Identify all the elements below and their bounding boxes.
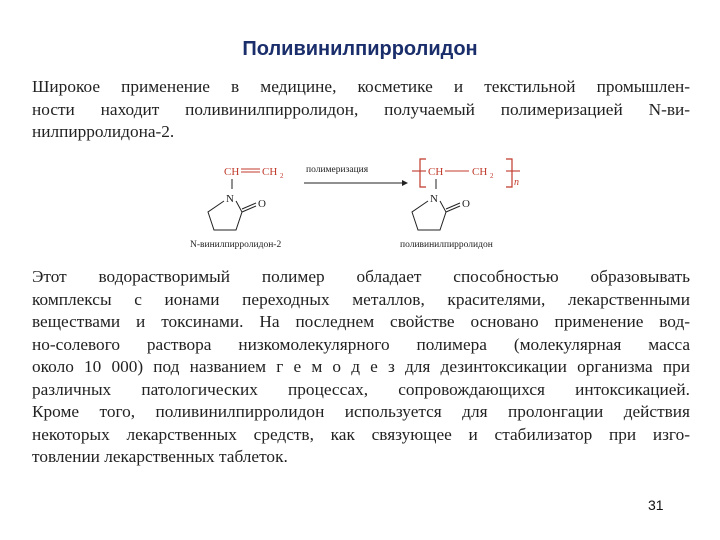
bracket-right: [506, 159, 512, 187]
text-line: около 10 000) под названием г е м о д е з для дезинтоксикации организма при: [32, 357, 690, 376]
product-subscript: 2: [490, 172, 494, 180]
polymerization-scheme: [180, 146, 560, 258]
reactant-label: N-винилпирролидон-2: [190, 240, 282, 250]
text-line: но-солевого раствора низкомолекулярного полимера (молекулярная масса: [32, 334, 690, 354]
bracket-left: [420, 159, 426, 187]
carbonyl-bond: [446, 203, 460, 209]
text-line: Широкое применение в медицине, косметике и текстильной промышлен-: [32, 77, 690, 96]
ring-nitrogen: N: [226, 193, 234, 205]
text-line: ности находит поливинилпирролидон, получаемый полимеризацией N-ви-: [32, 99, 690, 119]
text-line: товлении лекарственных таблеток.: [32, 447, 288, 466]
product-ch2: CH: [472, 166, 488, 178]
text-line: Кроме того, поливинилпирролидон используется для пролонгации действия: [32, 402, 690, 421]
reactant-ch2: CH: [262, 166, 278, 178]
product-ch: CH: [428, 166, 444, 178]
text-line: веществами и токсинами. На последнем свойстве основано применение вод-: [32, 312, 690, 331]
paragraph-intro: [32, 76, 690, 144]
arrow-label: полимеризация: [306, 165, 369, 175]
text-line: нилпирролидона-2.: [32, 122, 175, 141]
text-line: комплексы с ионами переходных металлов, красителями, лекарственными: [32, 289, 690, 309]
text-line: Этот водорастворимый полимер обладает способностью образовывать: [32, 267, 690, 286]
page-number: 31: [648, 497, 664, 513]
ring-oxygen: O: [258, 198, 266, 210]
text-line: различных патологических процессах, сопровождающихся интоксикацией.: [32, 379, 690, 399]
repeat-n: n: [514, 177, 519, 188]
ring-nitrogen: N: [430, 193, 438, 205]
carbonyl-bond: [446, 206, 460, 212]
text-line: некоторых лекарственных средств, как связующее и стабилизатор при изго-: [32, 424, 690, 444]
reactant-ch: CH: [224, 166, 240, 178]
slide-title: Поливинилпирролидон: [242, 38, 478, 60]
product-label: поливинилпирролидон: [400, 240, 493, 250]
reactant-subscript: 2: [280, 172, 284, 180]
carbonyl-bond: [242, 206, 256, 212]
ring-oxygen: O: [462, 198, 470, 210]
product-ring: [412, 201, 446, 230]
reactant-ring: [208, 201, 242, 230]
paragraph-main: [32, 266, 690, 469]
arrow-head: [402, 180, 408, 186]
carbonyl-bond: [242, 203, 256, 209]
